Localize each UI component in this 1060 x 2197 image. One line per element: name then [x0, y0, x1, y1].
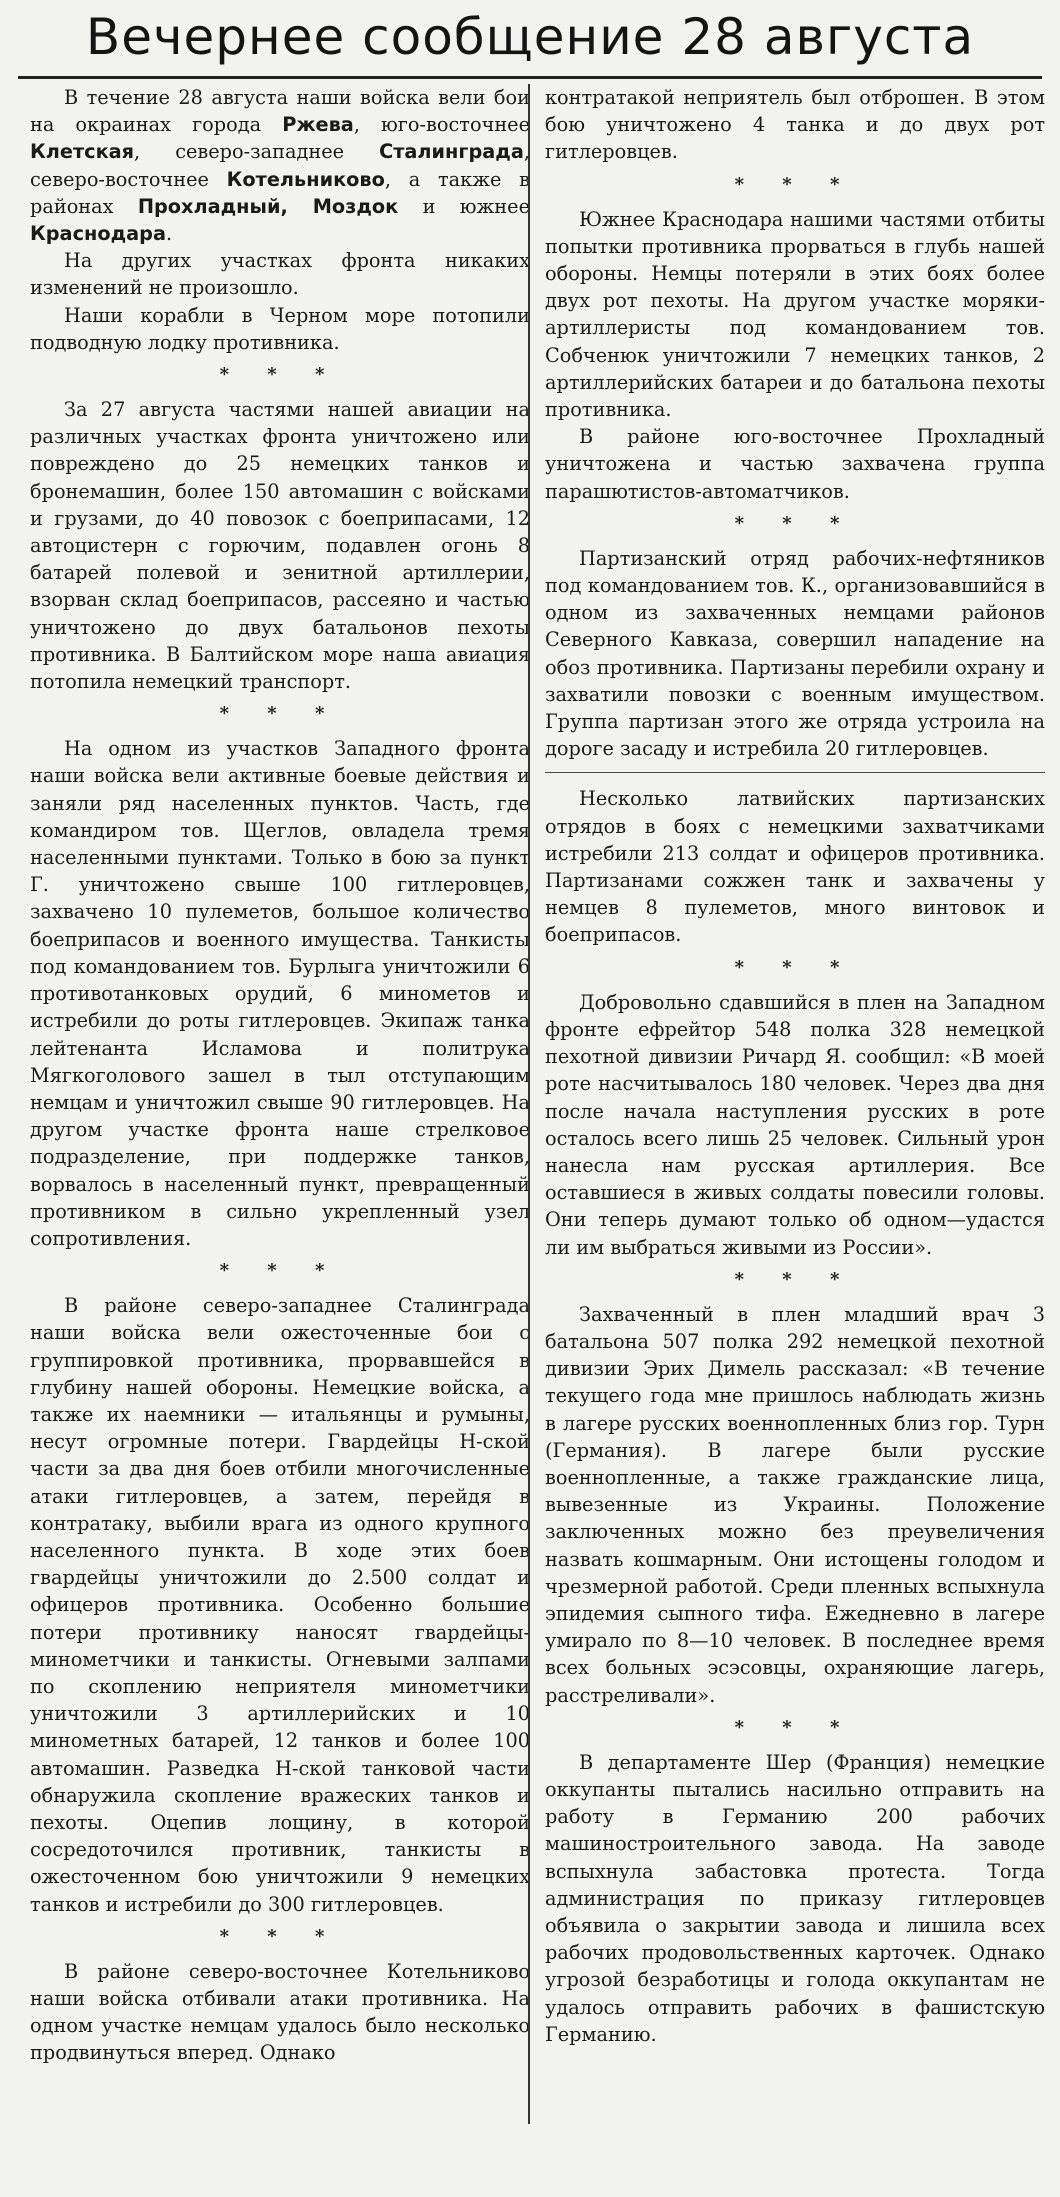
section-stars: * * * — [219, 703, 341, 725]
text-run: и южнее — [398, 194, 530, 218]
text-run: В течение 28 августа наши войска вели бои на окраинах города — [30, 86, 530, 137]
paragraph-stalingrad: В районе северо-западнее Сталинграда наши войска вели ожесточенные бои с группировкой противника, прорвавшейся в глубину нашей обороны. Немецкие войска, а также их наемники — итальянцы и румыны, несут огромные потери. Гвардейцы Н-ской части за два дня боев отбили многочисленные атаки гитлеровцев, а затем, перейдя в контратаку, выбили врага из одного крупного населенного пункта. В ходе этих боев гвардейцы уничтожили до 2.500 солдат и офицеров противника. Особенно большие потери противнику наносят гвардейцы-минометчики и танкисты. Огневыми залпами по скоплению неприятеля минометчики уничтожили 3 артиллерийских и 10 минометных батарей, 12 танков и более 100 автомашин. Разведка Н-ской танковой части обнаружила скопление вражеских танков и пехоты. Оцепив лощину, в которой сосредоточился противник, танкисты в ожесточенном бою уничтожили 9 немецких танков и истребили до 300 гитлеровцев. — [30, 1294, 530, 1916]
paragraph-prokhladny: В районе юго-восточнее Прохладный уничтожена и частью захвачена группа парашютистов-автоматчиков. — [545, 425, 1045, 503]
paragraph-partisans-oil: Партизанский отряд рабочих-нефтяников под командованием тов. К., организовавшийся в одном из захваченных немцами районов Северного Кавказа, совершил нападение на обоз противника. Партизаны перебили охрану и захватили повозки с военным имуществом. Группа партизан этого же отряда устроила на дороге засаду и истребила 20 гитлеровцев. — [545, 546, 1045, 761]
text-run: , а также в районах — [30, 167, 530, 218]
paragraph-france: В департаменте Шер (Франция) немецкие оккупанты пытались насильно отправить на работу в Германию 200 рабочих машиностроительного завода. На заводе вспыхнула забастовка протеста. Тогда администрация по приказу гитлеровцев объявила о закрытии завода и лишила всех рабочих продовольственных карточек. Однако угрозой безработицы и голода оккупантам не удалось отправить рабочих в фашистскую Германию. — [545, 1750, 1045, 2046]
place-name: Клетская — [30, 140, 135, 164]
place-name: Котельниково — [226, 167, 385, 191]
paragraph-prisoner-report: Добровольно сдавшийся в плен на Западном фронте ефрейтор 548 полка 328 немецкой пехотной дивизии Ричард Я. сообщил: «В моей роте насчитывалось 180 человек. Через два дня после начала наступления русских в роте осталось всего лишь 25 человек. Сильный урон нанесла нам русская артиллерия. Все оставшиеся в живых солдаты повесили головы. Они теперь думают только об одном—удастся ли им выбраться живыми из России». — [545, 990, 1045, 1259]
section-stars: * * * — [734, 512, 856, 534]
paragraph-intro — [30, 84, 530, 247]
place-name: Краснодара — [30, 222, 166, 246]
section-stars: * * * — [734, 1268, 856, 1290]
text-run: , юго-восточнее — [353, 113, 530, 137]
paragraph-western-front: На одном из участков Западного фронта наши войска вели активные боевые действия и заняли ряд населенных пунктов. Часть, где командиром тов. Щеглов, овладела тремя населенными пунктами. Только в бою за пункт Г. уничтожено свыше 100 гитлеровцев, захвачено 10 пулеметов, большое количество боеприпасов и военного имущества. Танкисты под командованием тов. Бурлыга уничтожили 6 противотанковых орудий, 6 минометов и истребили до роты гитлеровцев. Экипаж танка лейтенанта Исламова и политрука Мягкоголового зашел в тыл отступающим немцам и уничтожил свыше 90 гитлеровцев. На другом участке фронта наше стрелковое подразделение, при поддержке танков, ворвалось в населенный пункт, превращенный противником в сильно укрепленный узел сопротивления. — [30, 737, 530, 1250]
section-stars: * * * — [734, 173, 856, 195]
paragraph-aviation: За 27 августа частями нашей авиации на различных участках фронта уничтожено или повреждено до 25 немецких танков и бронемашин, более 150 автомашин с войсками и грузами, до 40 повозок с боеприпасами, 12 автоцистерн с горючим, подавлен огонь 8 батарей полевой и зенитной артиллерии, взорван склад боеприпасов, рассеяно и частью уничтожено до двух батальонов пехоты противника. В Балтийском море наша авиация потопила немецкий транспорт. — [30, 398, 530, 694]
right-column — [545, 84, 1045, 2048]
paragraph-continued: контратакой неприятель был отброшен. В этом бою уничтожено 4 танка и до двух рот гитлеровцев. — [545, 86, 1045, 164]
title-rule — [18, 76, 1042, 79]
paragraph-krasnodar: Южнее Краснодара нашими частями отбиты попытки противника прорваться в глубь нашей обороны. Немцы потеряли в этих боях более двух рот пехоты. На другом участке моряки-артиллеристы под командованием тов. Собченюк уничтожили 7 немецких танков, 2 артиллерийских батареи и до батальона пехоты противника. — [545, 207, 1045, 422]
text-run: . — [165, 222, 173, 246]
text-run: , северо-восточнее — [30, 140, 530, 191]
paragraph: На других участках фронта никаких изменений не произошло. — [30, 249, 530, 300]
place-name: Ржева — [282, 113, 354, 137]
page-title: Вечернее сообщение 28 августа — [85, 8, 975, 66]
left-column — [30, 84, 530, 2067]
section-rule — [545, 772, 1045, 773]
paragraph: Наши корабли в Черном море потопили подводную лодку противника. — [30, 303, 530, 354]
place-name: Прохладный, Моздок — [137, 194, 399, 218]
section-stars: * * * — [219, 1260, 341, 1282]
header — [0, 0, 1060, 92]
paragraph-kotelnikovo: В районе северо-восточнее Котельниково наши войска отбивали атаки противника. На одном участке немцам удалось было несколько продвинуться вперед. Однако — [30, 1959, 530, 2065]
paragraph-doctor-report: Захваченный в плен младший врач 3 батальона 507 полка 292 немецкой пехотной дивизии Эрих Димель рассказал: «В течение текущего года мне пришлось наблюдать жизнь в лагере русских военнопленных близ гор. Турн (Германия). В лагере были русские военнопленные, а также гражданские лица, вывезенные из Украины. Положение заключенных можно без преувеличения назвать кошмарным. Они истощены голодом и чрезмерной работой. Среди пленных вспыхнула эпидемия сыпного тифа. Ежедневно в лагере умирало по 8—10 человек. В последнее время всех больных эсэсовцы, охраняющие лагерь, расстреливали». — [545, 1302, 1045, 1707]
section-stars: * * * — [734, 956, 856, 978]
place-name: Сталинграда — [379, 140, 524, 164]
text-run: , северо-западнее — [134, 140, 380, 164]
paragraph-latvian-partisans: Несколько латвийских партизанских отрядов в боях с немецкими захватчиками истребили 213 солдат и офицеров противника. Партизанами сожжен танк и захвачены у немцев 8 пулеметов, много винтовок и боеприпасов. — [545, 787, 1045, 947]
section-stars: * * * — [219, 364, 341, 386]
column-divider — [528, 84, 530, 2124]
section-stars: * * * — [219, 1925, 341, 1947]
section-stars: * * * — [734, 1716, 856, 1738]
